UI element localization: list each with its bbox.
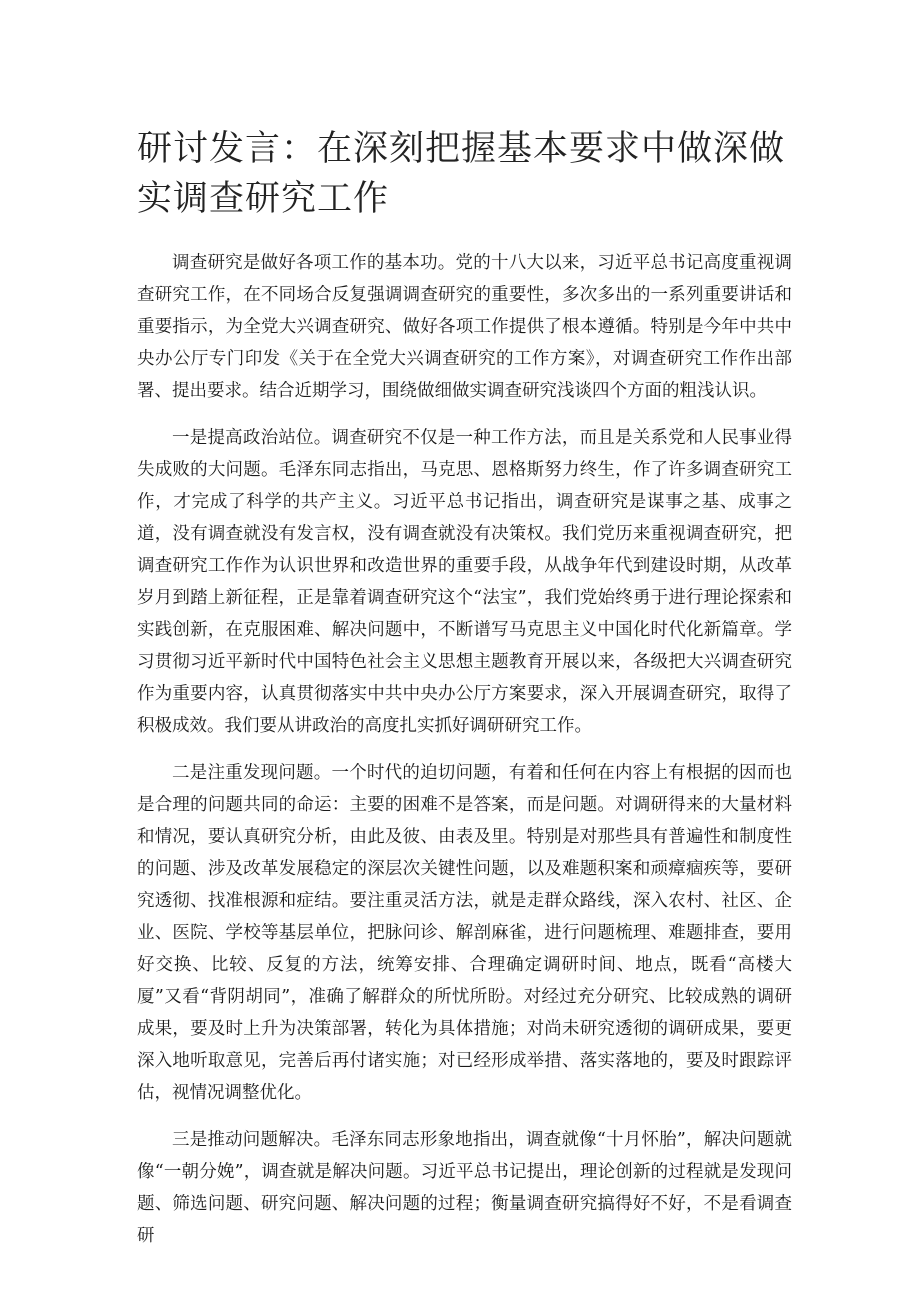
paragraph-point-three: 三是推动问题解决。毛泽东同志形象地指出，调查就像“十月怀胎”，解决问题就像“一朝分娩”，调查就是解决问题。习近平总书记提出，理论创新的过程就是发现问题、筛选问题、研究问题、解决问题的过程；衡量调查研究搞得好不好，不是看调查研 [137,1130,792,1246]
paragraph-point-one: 一是提高政治站位。调查研究不仅是一种工作方法，而且是关系党和人民事业得失成败的大问题。毛泽东同志指出，马克思、恩格斯努力终生，作了许多调查研究工作，才完成了科学的共产主义。习近平总书记指出，调查研究是谋事之基、成事之道，没有调查就没有发言权，没有调查就没有决策权。我们党历来重视调查研究，把调查研究工作作为认识世界和改造世界的重要手段，从战争年代到建设时期，从改革岁月到踏上新征程，正是靠着调查研究这个“法宝”，我们党始终勇于进行理论探索和实践创新，在克服困难、解决问题中，不断谱写马克思主义中国化时代化新篇章。学习贯彻习近平新时代中国特色社会主义思想主题教育开展以来，各级把大兴调查研究作为重要内容，认真贯彻落实中共中央办公厅方案要求，深入开展调查研究，取得了积极成效。我们要从讲政治的高度扎实抓好调研研究工作。 [137,428,792,736]
paragraph-point-two: 二是注重发现问题。一个时代的迫切问题，有着和任何在内容上有根据的因而也是合理的问题共同的命运：主要的困难不是答案，而是问题。对调研得来的大量材料和情况，要认真研究分析，由此及彼、由表及里。特别是对那些具有普遍性和制度性的问题、涉及改革发展稳定的深层次关键性问题，以及难题积案和顽瘴痼疾等，要研究透彻、找准根源和症结。要注重灵活方法，就是走群众路线，深入农村、社区、企业、医院、学校等基层单位，把脉问诊、解剖麻雀，进行问题梳理、难题排查，要用好交换、比较、反复的方法，统筹安排、合理确定调研时间、地点，既看“高楼大厦”又看“背阴胡同”，准确了解群众的所忧所盼。对经过充分研究、比较成熟的调研成果，要及时上升为决策部署，转化为具体措施；对尚未研究透彻的调研成果，要更深入地听取意见，完善后再付诸实施；对已经形成举措、落实落地的，要及时跟踪评估，视情况调整优化。 [137,763,792,1103]
document-title: 研讨发言：在深刻把握基本要求中做深做实调查研究工作 [137,129,786,219]
document-page [137,124,792,1267]
paragraph-intro: 调查研究是做好各项工作的基本功。党的十八大以来，习近平总书记高度重视调查研究工作，在不同场合反复强调调查研究的重要性，多次多出的一系列重要讲话和重要指示，为全党大兴调查研究、做好各项工作提供了根本遵循。特别是今年中共中央办公厅专门印发《关于在全党大兴调查研究的工作方案》，对调查研究工作作出部署、提出要求。结合近期学习，围绕做细做实调查研究浅谈四个方面的粗浅认识。 [137,253,792,401]
